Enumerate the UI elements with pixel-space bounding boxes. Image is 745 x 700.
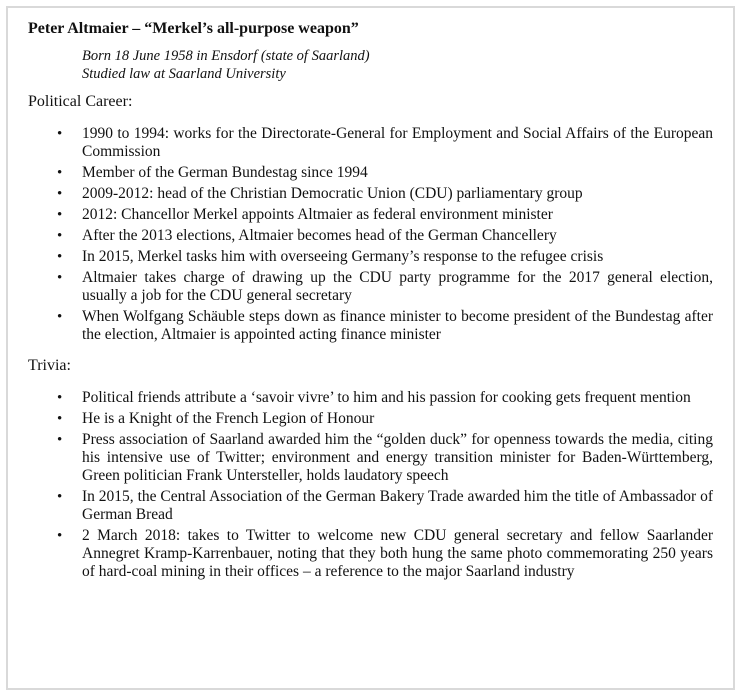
bullet-icon: • bbox=[57, 186, 63, 202]
bullet-icon: • bbox=[57, 207, 63, 223]
list-item: • 2009-2012: head of the Christian Democratic Union (CDU) parliamentary group bbox=[57, 185, 583, 202]
bullet-icon: • bbox=[57, 270, 63, 286]
bullet-icon: • bbox=[57, 126, 63, 142]
bullet-icon: • bbox=[57, 528, 63, 544]
career-list bbox=[28, 125, 713, 344]
trivia-list bbox=[28, 389, 713, 581]
bio-birth: Born 18 June 1958 in Ensdorf (state of Saarland) bbox=[82, 48, 370, 64]
trivia-heading: Trivia: bbox=[28, 357, 71, 374]
bullet-icon: • bbox=[57, 411, 63, 427]
list-item: • Altmaier takes charge of drawing up the CDU party programme for the 2017 general election, usually a job for the CDU general secretary bbox=[57, 269, 713, 304]
career-heading: Political Career: bbox=[28, 93, 133, 110]
bullet-icon: • bbox=[57, 489, 63, 505]
list-item: • He is a Knight of the French Legion of Honour bbox=[57, 410, 375, 427]
list-item: • Member of the German Bundestag since 1994 bbox=[57, 164, 368, 181]
list-item: • Press association of Saarland awarded him the “golden duck” for openness towards the media, citing his intensive use of Twitter; environment and energy transition minister for Baden-Württemberg, Green politician Frank Untersteller, holds laudatory speech bbox=[57, 431, 713, 484]
list-item: • 2012: Chancellor Merkel appoints Altmaier as federal environment minister bbox=[57, 206, 553, 223]
bio-block bbox=[82, 47, 713, 83]
bullet-icon: • bbox=[57, 432, 63, 448]
list-item: • Political friends attribute a ‘savoir vivre’ to him and his passion for cooking gets frequent mention bbox=[57, 389, 691, 406]
list-item: • In 2015, Merkel tasks him with overseeing Germany’s response to the refugee crisis bbox=[57, 248, 604, 265]
bullet-icon: • bbox=[57, 390, 63, 406]
bullet-icon: • bbox=[57, 228, 63, 244]
bio-education: Studied law at Saarland University bbox=[82, 66, 286, 82]
list-item: • 1990 to 1994: works for the Directorate-General for Employment and Social Affairs of the European Commission bbox=[57, 125, 713, 160]
bullet-icon: • bbox=[57, 309, 63, 325]
list-item: • In 2015, the Central Association of the German Bakery Trade awarded him the title of Ambassador of German Bread bbox=[57, 488, 713, 523]
list-item: • 2 March 2018: takes to Twitter to welcome new CDU general secretary and fellow Saarlander Annegret Kramp-Karrenbauer, noting that they both hung the same photo commemorating 250 years of hard-coal mining in their offices – a reference to the major Saarland industry bbox=[57, 527, 713, 580]
list-item: • When Wolfgang Schäuble steps down as finance minister to become president of the Bundestag after the election, Altmaier is appointed acting finance minister bbox=[57, 308, 713, 343]
bullet-icon: • bbox=[57, 165, 63, 181]
list-item: • After the 2013 elections, Altmaier becomes head of the German Chancellery bbox=[57, 227, 557, 244]
document-title: Peter Altmaier – “Merkel’s all-purpose weapon” bbox=[28, 20, 359, 37]
bullet-icon: • bbox=[57, 249, 63, 265]
profile-box bbox=[6, 6, 735, 690]
